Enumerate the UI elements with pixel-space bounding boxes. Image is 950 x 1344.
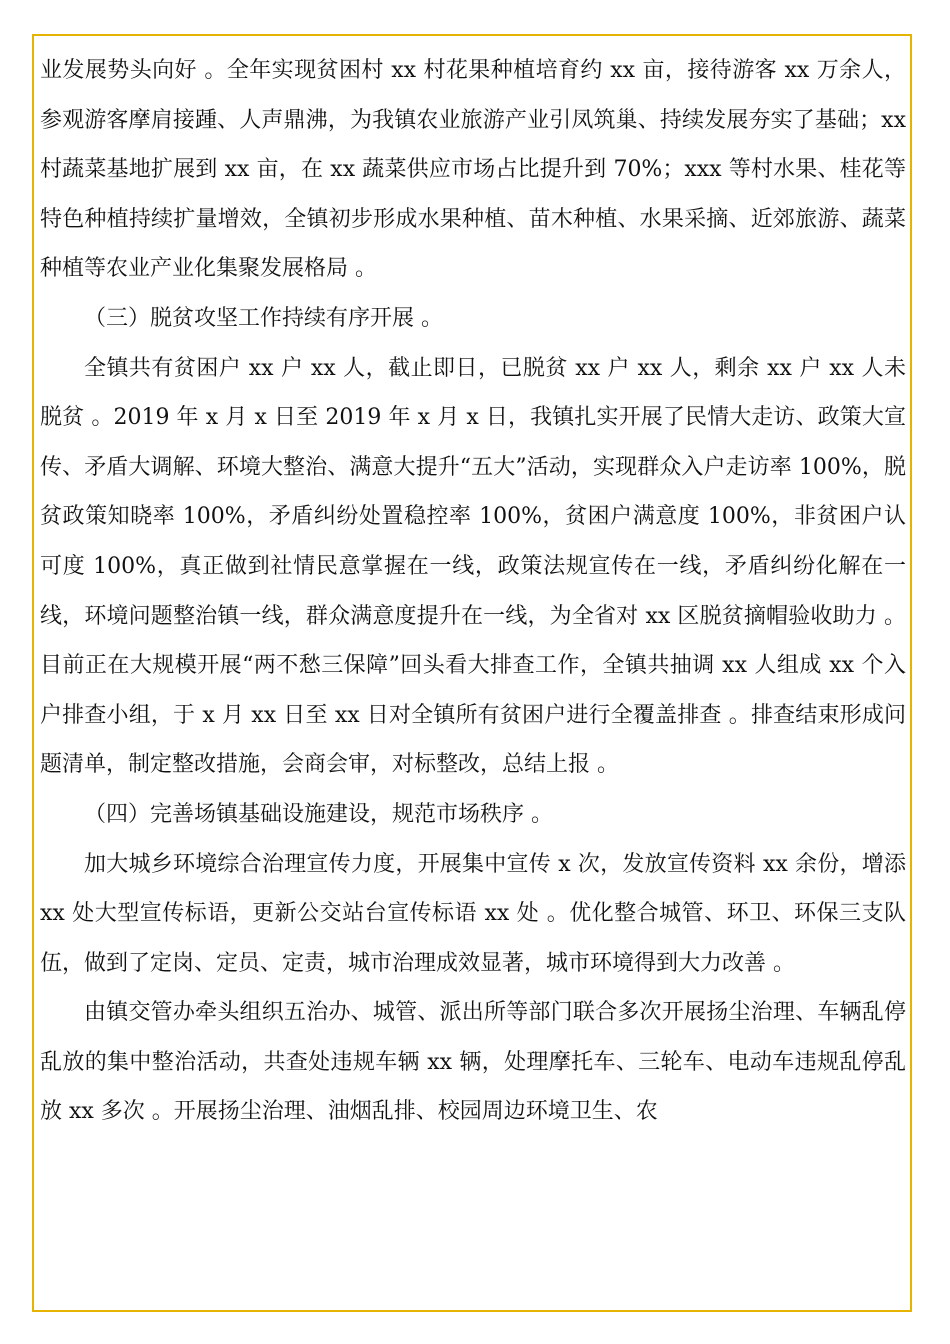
paragraph-poverty: 全镇共有贫困户 xx 户 xx 人，截止即日，已脱贫 xx 户 xx 人，剩余 xx 户 xx 人未脱贫 。2019 年 x 月 x 日至 2019 年 x 月 x 日，我镇扎实开展了民情大走访、政策大宣传、矛盾大调解、环境大整治、满意大提升“五大”活动，实现群众入户走访率 100%，脱贫政策知晓率 100%，矛盾纠纷处置稳控率 100%，贫困户满意度 100%，非贫困户认可度 100%，真正做到社情民意掌握在一线，政策法规宣传在一线，矛盾纠纷化解在一线，环境问题整治镇一线，群众满意度提升在一线，为全省对 xx 区脱贫摘帽验收助力 。目前正在大规模开展“两不愁三保障”回头看大排查工作，全镇共抽调 xx 人组成 xx 个入户排查小组，于 x 月 xx 日至 xx 日对全镇所有贫困户进行全覆盖排查 。排查结束形成问题清单，制定整改措施，会商会审，对标整改，总结上报 。 (40, 355, 906, 778)
section-heading-poverty: （三）脱贫攻坚工作持续有序开展 。 (84, 305, 443, 331)
document-body (40, 46, 906, 1137)
paragraph-traffic: 由镇交管办牵头组织五治办、城管、派出所等部门联合多次开展扬尘治理、车辆乱停乱放的集中整治活动，共查处违规车辆 xx 辆，处理摩托车、三轮车、电动车违规乱停乱放 xx 多次 。开展扬尘治理、油烟乱排、校园周边环境卫生、农 (40, 1000, 906, 1125)
paragraph-agriculture: 业发展势头向好 。全年实现贫困村 xx 村花果种植培育约 xx 亩，接待游客 xx 万余人，参观游客摩肩接踵、人声鼎沸，为我镇农业旅游产业引凤筑巢、持续发展夯实了基础；xx 村蔬菜基地扩展到 xx 亩，在 xx 蔬菜供应市场占比提升到 70%；xxx 等村水果、桂花等特色种植持续扩量增效，全镇初步形成水果种植、苗木种植、水果采摘、近郊旅游、蔬菜种植等农业产业化集聚发展格局 。 (40, 58, 906, 282)
section-heading-infrastructure: （四）完善场镇基础设施建设，规范市场秩序 。 (84, 801, 553, 827)
paragraph-environment: 加大城乡环境综合治理宣传力度，开展集中宣传 x 次，发放宣传资料 xx 余份，增添 xx 处大型宣传标语，更新公交站台宣传标语 xx 处 。优化整合城管、环卫、环保三支队伍，做到了定岗、定员、定责，城市治理成效显著，城市环境得到大力改善 。 (40, 851, 906, 976)
